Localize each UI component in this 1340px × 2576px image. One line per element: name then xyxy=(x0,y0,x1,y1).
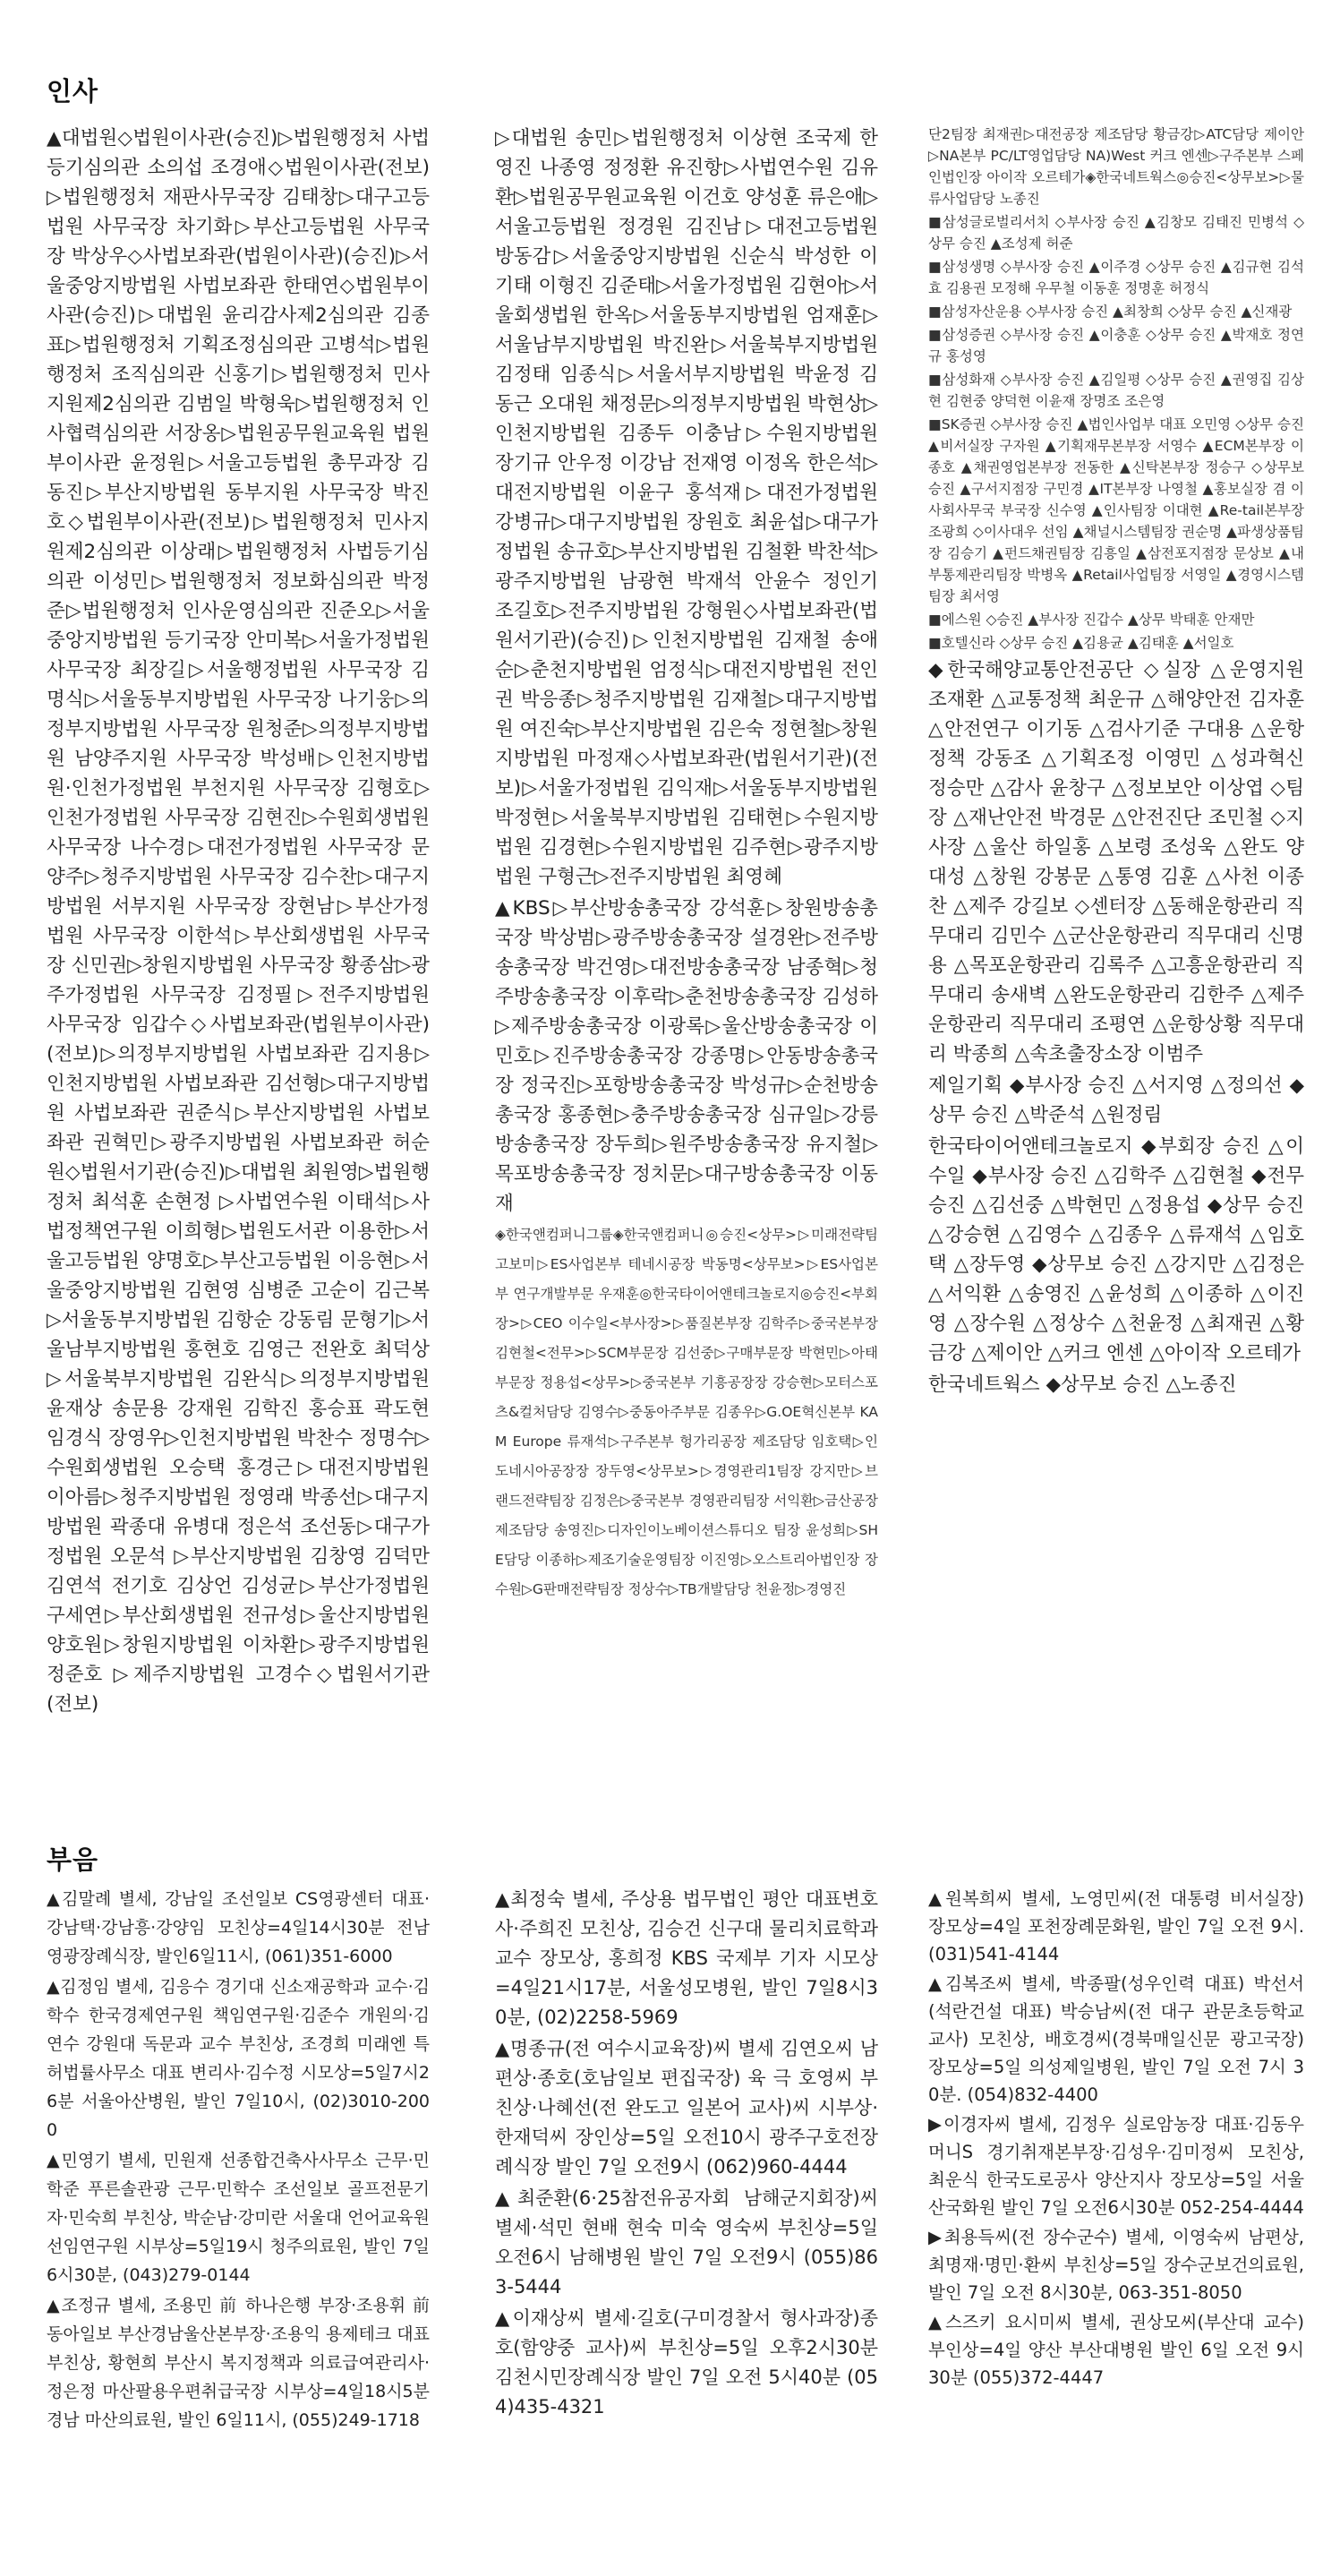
announcement-paragraph-small: ■삼성화재 ◇부사장 승진 ▲김일평 ◇상무 승진 ▲권영집 김상현 김현중 양덕현 이윤재 장명조 조은영 xyxy=(928,372,1304,409)
announcement-paragraph-small: ■에스원 ◇승진 ▲부사장 진갑수 ▲상무 박태훈 안재만 xyxy=(928,612,1255,628)
announcement-paragraph-small: 단2팀장 최재권▷대전공장 제조담당 황금강▷ATC담당 제이안▷NA본부 PC/LT영업담당 NA)West 커크 엔센▷구주본부 스페인법인장 아이작 오르테가◈한국네트웍스◎승진<상무보>▷물류사업담당 노종진 xyxy=(928,126,1304,207)
personnel-column-3 xyxy=(928,124,1304,1401)
obituary-entry: ▲김정임 별세, 김응수 경기대 신소재공학과 교수·김학수 한국경제연구원 책임연구원·김준수 개원의·김연수 강원대 독문과 교수 부친상, 조경희 미래엔 특허법률사무소 대표 변리사·김수정 시모상=5일7시26분 서울아산병원, 발인 7일10시, (02)3010-2000 xyxy=(47,1977,430,2140)
obituary-entry: ▲원복희씨 별세, 노영민씨(전 대통령 비서실장) 장모상=4일 포천장례문화원, 발인 7일 오전 9시. (031)541-4144 xyxy=(928,1888,1304,1964)
personnel-section xyxy=(47,72,1304,1716)
obituary-entry: ▲김말례 별세, 강남일 조선일보 CS영광센터 대표·강남택·강남흥·강양임 모친상=4일14시30분 전남 영광장례식장, 발인6일11시, (061)351-6000 xyxy=(47,1889,430,1966)
announcement-paragraph: ▲KBS▷부산방송총국장 강석훈▷창원방송총국장 박상범▷광주방송총국장 설경완▷전주방송총국장 박건영▷대전방송총국장 남종혁▷청주방송총국장 이후락▷춘천방송총국장 김성하▷제주방송총국장 이광록▷울산방송총국장 이민호▷진주방송총국장 강종명▷안동방송총국장 정국진▷포항방송총국장 박성규▷순천방송총국장 홍종현▷충주방송총국장 심규일▷강릉방송총국장 장두희▷원주방송총국장 유지철▷목포방송총국장 정치문▷대구방송총국장 이동재 xyxy=(495,897,878,1215)
announcement-paragraph: 제일기획 ◆부사장 승진 △서지영 △정의선 ◆상무 승진 △박준석 △원정림 xyxy=(928,1074,1304,1126)
obituary-entry: ▲조정규 별세, 조용민 前 하나은행 부장·조용휘 前 동아일보 부산경남울산본부장·조용익 용제테크 대표 부친상, 황현희 부산시 복지정책과 의료급여관리사·정은정 마산팔용우편취급국장 시부상=4일18시5분 경남 마산의료원, 발인 6일11시, (055)249-1718 xyxy=(47,2296,430,2430)
obituary-entry: ▶최용득씨(전 장수군수) 별세, 이영숙씨 남편상, 최명재·명민·환씨 부친상=5일 장수군보건의료원, 발인 7일 오전 8시30분, 063-351-8050 xyxy=(928,2227,1304,2303)
obituary-section xyxy=(47,1840,1304,2538)
announcement-paragraph: ◆한국해양교통안전공단 ◇실장 △운영지원 조재환 △교통정책 최운규 △해양안전 김자훈△안전연구 이기동 △검사기준 구대용 △운항정책 강동조 △기획조정 이영민 △성과혁신 정승만 △감사 윤창구 △정보보안 이상엽 ◇팀장 △재난안전 박경문 △안전진단 조민철 ◇지사장 △울산 하일홍 △보령 조성욱 △완도 양대성 △창원 강봉문 △통영 김훈 △사천 이종찬 △제주 강길보 ◇센터장 △동해운항관리 직무대리 김민수 △군산운항관리 직무대리 신명용 △목포운항관리 김록주 △고흥운항관리 직무대리 송새벽 △완도운항관리 김한주 △제주운항관리 직무대리 조평연 △운항상황 직무대리 박종희 △속초출장소장 이범주 xyxy=(928,659,1304,1065)
obituary-column-3 xyxy=(928,1885,1304,2393)
obituary-entry: ▲스즈키 요시미씨 별세, 권상모씨(부산대 교수) 부인상=4일 양산 부산대병원 발인 6일 오전 9시30분 (055)372-4447 xyxy=(928,2312,1304,2388)
personnel-column-2 xyxy=(495,124,878,1606)
obituary-column-2 xyxy=(495,1885,878,2424)
obituary-entry: ▲이재상씨 별세·길호(구미경찰서 형사과장)종호(함양중 교사)씨 부친상=5일 오후2시30분 김천시민장례식장 발인 7일 오전 5시40분 (054)435-4321 xyxy=(495,2307,878,2418)
announcement-paragraph-small: ■삼성자산운용 ◇부사장 승진 ▲최창희 ◇상무 승진 ▲신재광 xyxy=(928,304,1293,320)
announcement-paragraph: 한국타이어앤테크놀로지 ◆부회장 승진 △이수일 ◆부사장 승진 △김학주 △김현철 ◆전무 승진 △김선중 △박현민 △정용섭 ◆상무 승진 △강승현 △김영수 △김종우 △류재석 △임호택 △장두영 ◆상무보 승진 △강지만 △김정은 △서익환 △송영진 △윤성희 △이종하 △이진영 △장수원 △정상수 △천윤정 △최재권 △황금강 △제이안 △커크 엔센 △아이작 오르테가 xyxy=(928,1135,1304,1365)
obituary-entry: ▶이경자씨 별세, 김정우 실로암농장 대표·김동우 머니S 경기취재본부장·김성우·김미정씨 모친상, 최운식 한국도로공사 양산지사 장모상=5일 서울산국화원 발인 7일 오전6시30분 052-254-4444 xyxy=(928,2114,1304,2218)
announcement-paragraph-small: ■삼성생명 ◇부사장 승진 ▲이주경 ◇상무 승진 ▲김규현 김석효 김용권 모정해 우무철 이동훈 정명훈 허정식 xyxy=(928,259,1304,296)
announcement-paragraph: ▲대법원◇법원이사관(승진)▷법원행정처 사법등기심의관 소의섭 조경애◇법원이사관(전보)▷법원행정처 재판사무국장 김태창▷대구고등법원 사무국장 차기화▷부산고등법원 사무국장 박상우◇사법보좌관(법원이사관)(승진)▷서울중앙지방법원 사법보좌관 한태연◇법원부이사관(승진)▷대법원 윤리감사제2심의관 김종표▷법원행정처 기획조정심의관 고병석▷법원행정처 조직심의관 신홍기▷법원행정처 민사지원제2심의관 김범일 박형욱▷법원행정처 인사협력심의관 서장옹▷법원공무원교육원 법원부이사관 윤정원▷서울고등법원 총무과장 김동진▷부산지방법원 동부지원 사무국장 박진호◇법원부이사관(전보)▷법원행정처 민사지원제2심의관 이상래▷법원행정처 사법등기심의관 이성민▷법원행정처 정보화심의관 박정준▷법원행정처 인사운영심의관 진준오▷서울중앙지방법원 등기국장 안미복▷서울가정법원 사무국장 최장길▷서울행정법원 사무국장 김명식▷서울동부지방법원 사무국장 나기웅▷의정부지방법원 사무국장 원청준▷의정부지방법원 남양주지원 사무국장 박성배▷인천지방법원·인천가정법원 부천지원 사무국장 김형호▷인천가정법원 사무국장 김현진▷수원회생법원 사무국장 나수경▷대전가정법원 사무국장 문양주▷청주지방법원 사무국장 김수찬▷대구지방법원 서부지원 사무국장 장현남▷부산가정법원 사무국장 이한석▷부산회생법원 사무국장 신민권▷창원지방법원 사무국장 황종삼▷광주가정법원 사무국장 김정필▷전주지방법원 사무국장 임갑수◇사법보좌관(법원부이사관)(전보)▷의정부지방법원 사법보좌관 김지용▷인천지방법원 사법보좌관 김선형▷대구지방법원 사법보좌관 권준식▷부산지방법원 사법보좌관 권혁민▷광주지방법원 사법보좌관 허순원◇법원서기관(승진)▷대법원 최원영▷법원행정처 최석훈 손현정 ▷사법연수원 이태석▷사법정책연구원 이희형▷법원도서관 이용한▷서울고등법원 양명호▷부산고등법원 이응현▷서울중앙지방법원 김현영 심병준 고순이 김근복▷서울동부지방법원 김항순 강동림 문형기▷서울남부지방법원 홍현호 김영근 전완호 최덕상▷서울북부지방법원 김완식▷의정부지방법원 윤재상 송문용 강재원 김학진 홍승표 곽도현 임경식 장영우▷인천지방법원 박찬수 정명수▷수원회생법원 오승택 홍경근▷대전지방법원 이아름▷청주지방법원 정영래 박종선▷대구지방법원 곽종대 유병대 정은석 조선동▷대구가정법원 오문석 ▷부산지방법원 김창영 김덕만 김연석 전기호 김상언 김성균▷부산가정법원 구세연▷부산회생법원 전규성▷울산지방법원 양호원▷창원지방법원 이차환▷광주지방법원 정준호 ▷제주지방법원 고경수◇법원서기관(전보) xyxy=(47,127,430,1716)
section-heading-obituary: 부음 xyxy=(47,1844,99,1875)
announcement-paragraph: ▷대법원 송민▷법원행정처 이상현 조국제 한영진 나종영 정정환 유진항▷사법연수원 김유환▷법원공무원교육원 이건호 양성훈 류은애▷서울고등법원 정경원 김진남▷대전고등법원 방동감▷서울중앙지방법원 신순식 박성한 이기태 이형진 김준태▷서울가정법원 김현아▷서울회생법원 한옥▷서울동부지방법원 엄재훈▷서울남부지방법원 박진완▷서울북부지방법원 김정태 임종식▷서울서부지방법원 박윤정 김동근 오대원 채정문▷의정부지방법원 박현상▷인천지방법원 김종두 이충남▷수원지방법원 장기규 안우정 이강남 전재영 이정옥 한은석▷대전지방법원 이윤구 홍석재▷대전가정법원 강병규▷대구지방법원 장원호 최윤섭▷대구가정법원 송규호▷부산지방법원 김철환 박찬석▷광주지방법원 남광현 박재석 안윤수 정인기 조길호▷전주지방법원 강형원◇사법보좌관(법원서기관)(승진)▷인천지방법원 김재철 송애순▷춘천지방법원 엄정식▷대전지방법원 전인권 박응종▷청주지방법원 김재철▷대구지방법원 여진숙▷부산지방법원 김은숙 정현철▷창원지방법원 마정재◇사법보좌관(법원서기관)(전보)▷서울가정법원 김익재▷서울동부지방법원 박정현▷서울북부지방법원 김태현▷수원지방법원 김경현▷수원지방법원 김주현▷광주지방법원 구형근▷전주지방법원 최영혜 xyxy=(495,127,878,888)
announcement-paragraph-small: ■SK증권 ◇부사장 승진 ▲법인사업부 대표 오민영 ◇상무 승진 ▲비서실장 구자원 ▲기획재무본부장 서영수 ▲ECM본부장 이종호 ▲채권영업본부장 전동한 ▲신탁본부장 정승구 ◇상무보 승진 ▲구서지점장 구민경 ▲IT본부장 나영철 ▲홍보실장 겸 이사회사무국 부국장 신수영 ▲인사팀장 이대현 ▲Re-tail본부장 조광희 ◇이사대우 선임 ▲채널시스템팀장 권순명 ▲파생상품팀장 김승기 ▲펀드채권팀장 김흥일 ▲삼전포지점장 문상보 ▲내부통제관리팀장 박병옥 ▲Retail사업팀장 서영일 ▲경영시스템팀장 최서영 xyxy=(928,416,1304,604)
obituary-entry: ▲명종규(전 여수시교육장)씨 별세 김연오씨 남편상·종호(호남일보 편집국장) 육 극 호영씨 부친상·나혜선(전 완도고 일본어 교사)씨 시부상·한재덕씨 장인상=5일 오전10시 광주구호전장례식장 발인 7일 오전9시 (062)960-4444 xyxy=(495,2038,878,2178)
obituary-column-1 xyxy=(47,1885,430,2436)
obituary-entry: ▲김복조씨 별세, 박종팔(성우인력 대표) 박선서(석란건설 대표) 박승남씨(전 대구 관문초등학교 교사) 모친상, 배호경씨(경북매일신문 광고국장) 장모상=5일 의성제일병원, 발인 7일 오전 7시 30분. (054)832-4400 xyxy=(928,1973,1304,2105)
obituary-entry: ▲민영기 별세, 민원재 선종합건축사사무소 근무·민학준 푸른솔관광 근무·민학수 조선일보 골프전문기자·민숙희 부친상, 박순남·강미란 서울대 언어교육원 선임연구원 시부상=5일19시 청주의료원, 발인 7일6시30분, (043)279-0144 xyxy=(47,2151,430,2285)
section-heading-personnel: 인사 xyxy=(47,76,99,107)
announcement-paragraph-small: ■삼성글로벌리서치 ◇부사장 승진 ▲김창모 김태진 민병석 ◇상무 승진 ▲조성제 허준 xyxy=(928,214,1304,252)
announcement-paragraph-small: ■호텔신라 ◇상무 승진 ▲김용균 ▲김태훈 ▲서일호 xyxy=(928,635,1234,651)
announcement-paragraph-small: ◈한국앤컴퍼니그룹◈한국앤컴퍼니◎승진<상무>▷미래전략팀 고보미▷ES사업본부 테네시공장 박동명<상무보>▷ES사업본부 연구개발부문 우재훈◎한국타이어앤테크놀로지◎승진<부회장>▷CEO 이수일<부사장>▷품질본부장 김학주▷중국본부장 김현철<전무>▷SCM부문장 김선중▷구매부문장 박현민▷아태부문장 정용섭<상무>▷중국본부 기흥공장장 강승현▷모터스포츠&컬처담당 김영수▷중동아주부문 김종우▷G.OE혁신본부 KAM Europe 류재석▷구주본부 헝가리공장 제조담당 임호택▷인도네시아공장장 장두영<상무보>▷경영관리1팀장 강지만▷브랜드전략팀장 김정은▷중국본부 경영관리팀장 서익환▷금산공장 제조담당 송영진▷디자인이노베이션스튜디오 팀장 윤성희▷SHE담당 이종하▷제조기술운영팀장 이진영▷오스트리아법인장 장수원▷G판매전략팀장 정상수▷TB개발담당 천윤정▷경영진 xyxy=(495,1227,878,1597)
obituary-entry: ▲최준환(6·25참전유공자회 남해군지회장)씨 별세·석민 현배 현숙 미숙 영숙씨 부친상=5일 오전6시 남해병원 발인 7일 오전9시 (055)863-5444 xyxy=(495,2187,878,2298)
announcement-paragraph-small: ■삼성증권 ◇부사장 승진 ▲이충훈 ◇상무 승진 ▲박재호 정연규 홍성영 xyxy=(928,327,1304,364)
obituary-entry: ▲최정숙 별세, 주상용 법무법인 평안 대표변호사·주희진 모친상, 김승건 신구대 물리치료학과 교수 장모상, 홍희정 KBS 국제부 기자 시모상=4일21시17분, 서울성모병원, 발인 7일8시30분, (02)2258-5969 xyxy=(495,1888,878,2028)
announcement-paragraph: 한국네트웍스 ◆상무보 승진 △노종진 xyxy=(928,1374,1237,1396)
personnel-column-1 xyxy=(47,124,430,1721)
